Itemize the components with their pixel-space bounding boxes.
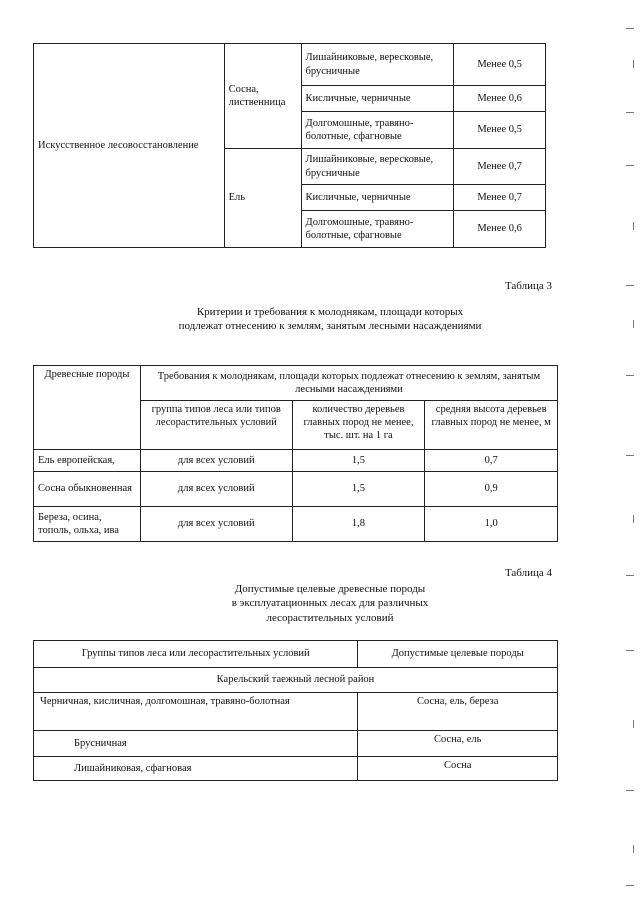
- group-cell: Лишайниковая, сфагновая: [34, 757, 358, 781]
- species-cell: Сосна, лиственница: [224, 44, 301, 149]
- forest-type-cell: Долгомошные, травяно-болотные, сфагновые: [301, 112, 454, 149]
- table-reforestation: [33, 43, 546, 248]
- species-cell: Ель: [224, 149, 301, 248]
- forest-type-cell: Лишайниковые, вересковые, брусничные: [301, 149, 454, 185]
- species-cell: Сосна, ель, береза: [358, 693, 558, 731]
- table3-label: Таблица 3: [504, 280, 552, 292]
- height-cell: 0,9: [425, 472, 558, 507]
- forest-type-cell: Кисличные, черничные: [301, 185, 454, 211]
- value-cell: Менее 0,7: [454, 185, 546, 211]
- value-cell: Менее 0,6: [454, 86, 546, 112]
- species-cell: Сосна, ель: [358, 731, 558, 757]
- value-cell: Менее 0,5: [454, 44, 546, 86]
- table4-title: Допустимые целевые древесные породы в эксплуатационных лесах для различных лесорастительных условий: [231, 583, 429, 624]
- table4-label: Таблица 4: [504, 567, 552, 579]
- region-row: Карельский таежный лесной район: [34, 668, 558, 693]
- table3-title: Критерии и требования к молоднякам, площади которых подлежат отнесению к землям, занятым лесными насаждениями: [178, 306, 482, 333]
- header-count: количество деревьев главных пород не менее, тыс. шт. на 1 га: [292, 401, 425, 450]
- table-young-stands: [33, 365, 558, 542]
- count-cell: 1,8: [292, 507, 425, 542]
- height-cell: 0,7: [425, 450, 558, 472]
- group-cell: Черничная, кисличная, долгомошная, травяно-болотная: [34, 693, 358, 731]
- header-height: средняя высота деревьев главных пород не менее, м: [425, 401, 558, 450]
- species-cell: Ель европейская,: [34, 450, 141, 472]
- group-cell: для всех условий: [140, 472, 292, 507]
- forest-type-cell: Кисличные, черничные: [301, 86, 454, 112]
- height-cell: 1,0: [425, 507, 558, 542]
- header-groups: Группы типов леса или лесорастительных условий: [34, 641, 358, 668]
- header-target-species: Допустимые целевые породы: [358, 641, 558, 668]
- value-cell: Менее 0,7: [454, 149, 546, 185]
- header-species: Древесные породы: [34, 366, 141, 450]
- forest-type-cell: Долгомошные, травяно-болотные, сфагновые: [301, 211, 454, 248]
- forest-type-cell: Лишайниковые, вересковые, брусничные: [301, 44, 454, 86]
- count-cell: 1,5: [292, 472, 425, 507]
- group-cell: Брусничная: [34, 731, 358, 757]
- category-cell: Искусственное лесовосстановление: [34, 44, 225, 248]
- header-group: группа типов леса или типов лесорастительных условий: [140, 401, 292, 450]
- value-cell: Менее 0,6: [454, 211, 546, 248]
- count-cell: 1,5: [292, 450, 425, 472]
- header-requirements: Требования к молоднякам, площади которых подлежат отнесению к землям, занятым лесными насаждениями: [140, 366, 557, 401]
- value-cell: Менее 0,5: [454, 112, 546, 149]
- group-cell: для всех условий: [140, 450, 292, 472]
- group-cell: для всех условий: [140, 507, 292, 542]
- species-cell: Береза, осина, тополь, ольха, ива: [34, 507, 141, 542]
- species-cell: Сосна обыкновенная: [34, 472, 141, 507]
- species-cell: Сосна: [358, 757, 558, 781]
- table-target-species: [33, 640, 558, 781]
